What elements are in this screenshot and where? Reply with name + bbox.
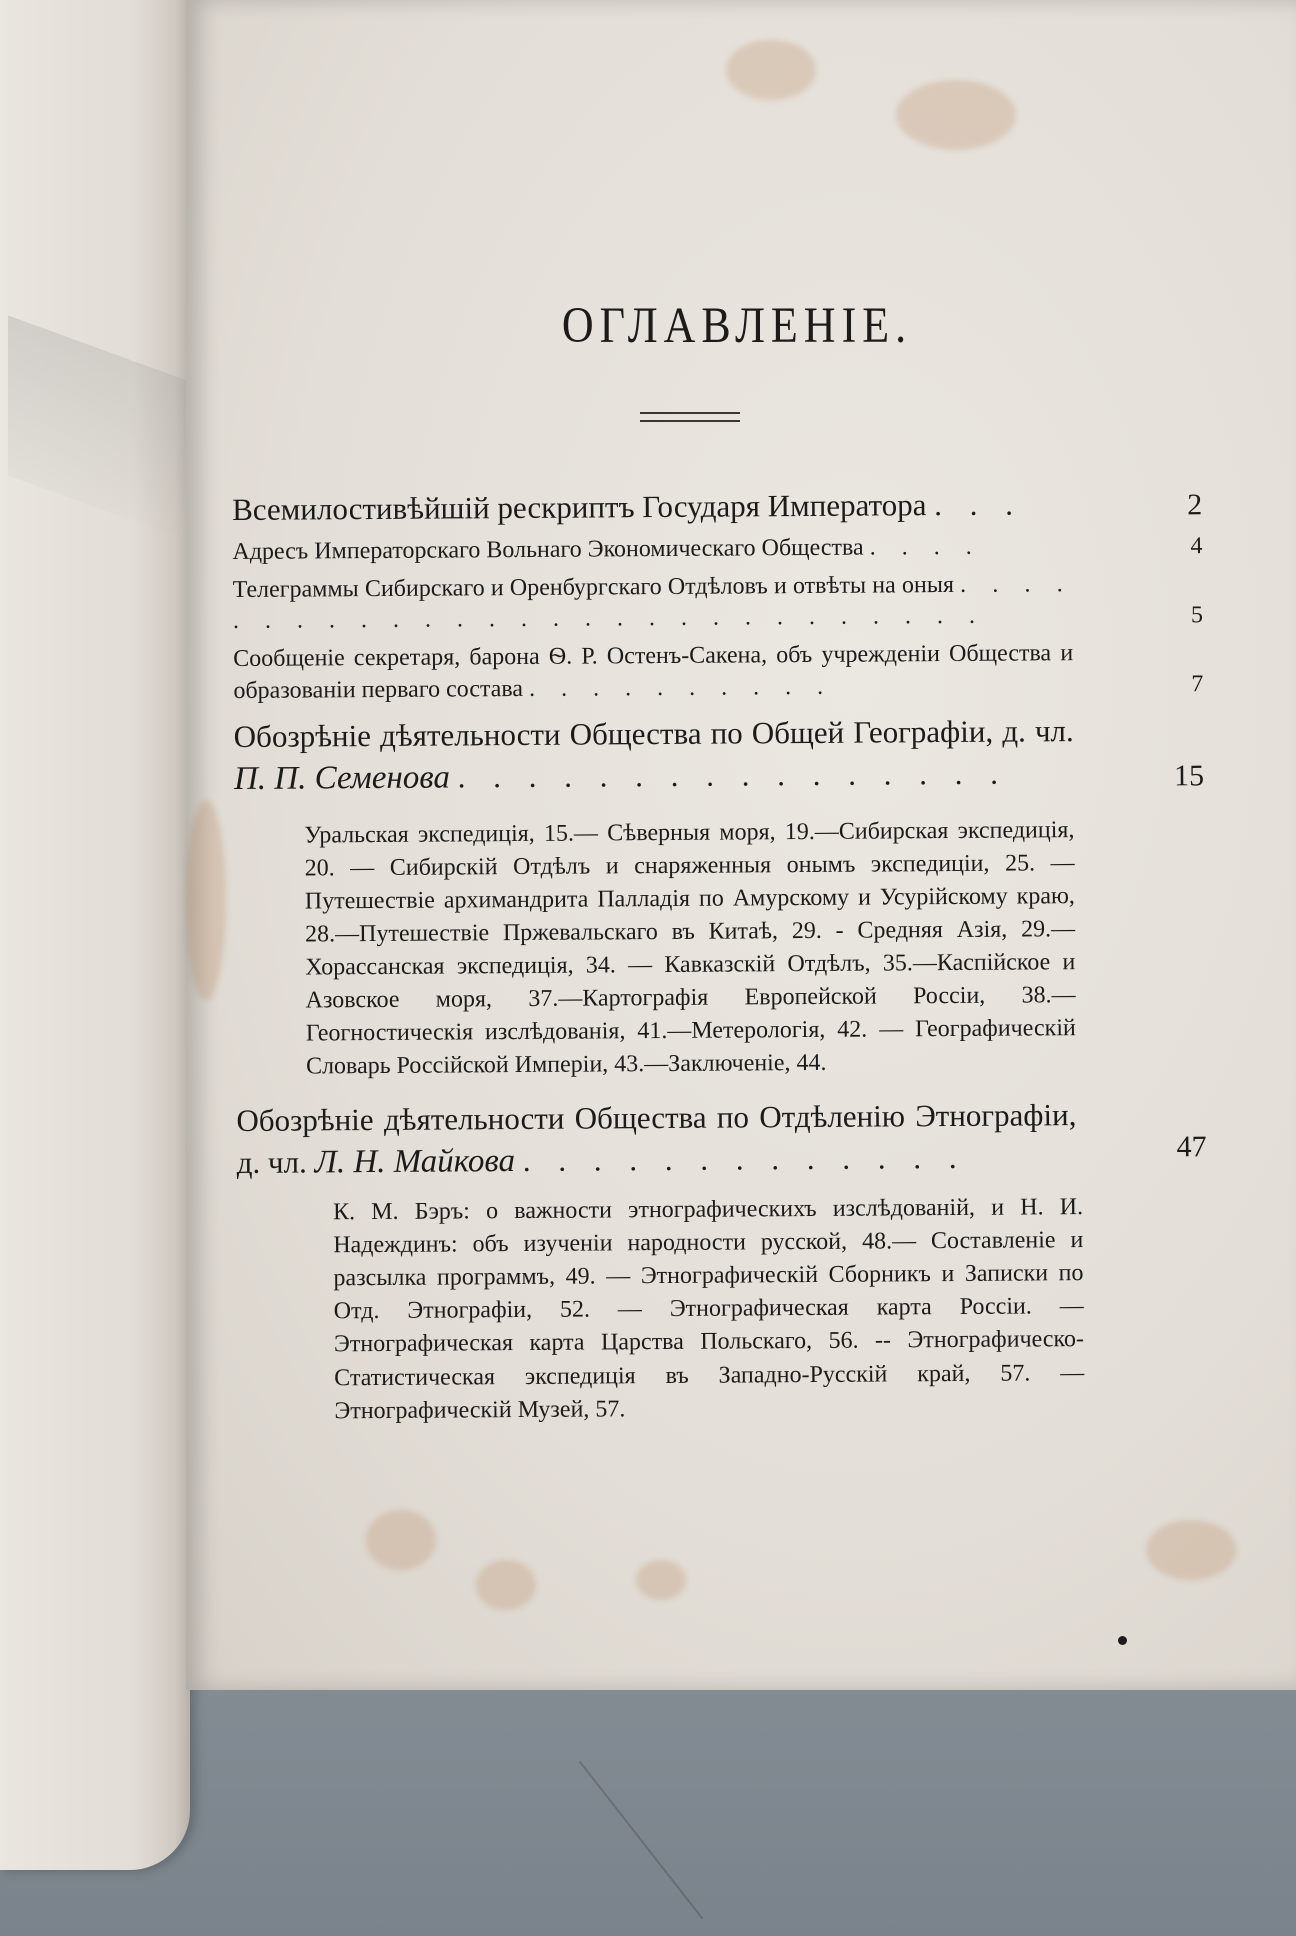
paper-stain bbox=[726, 40, 816, 100]
toc-page-number: 15 bbox=[1173, 758, 1205, 793]
title-rule bbox=[640, 412, 740, 422]
toc-entry-summary: Уральская экспедиція, 15.— Сѣверныя моря, 19.—Сибирская экспедиція, 20. — Сибирскій Отдѣлъ и снаряженныя онымъ экспедиціи, 25. — Путешествіе архимандрита Палладія по Амурскому и Усурійскому краю, 28.—Путешествіе Пржевальскаго въ Китаѣ, 29. - Средняя Азія, 29.—Хорассанская экспедиція, 34. — Кавказскій Отдѣлъ, 35.—Каспійское и Азовское моря, 37.—Картографія Европейской Россіи, 38.—Геогностическія изслѣдованія, 41.—Метерологія, 42. — Географическій Словарь Россійской Имперіи, 43.—Заключеніе, 44. bbox=[304, 816, 1076, 1080]
toc-entry bbox=[232, 530, 1232, 569]
previous-page-edge bbox=[0, 0, 190, 1870]
toc-page-number: 47 bbox=[1176, 1129, 1207, 1164]
toc-author: Л. Н. Майкова bbox=[314, 1142, 516, 1180]
toc-entry bbox=[233, 637, 1233, 707]
paper-stain bbox=[636, 1560, 686, 1600]
toc-entry-text: Адресъ Императорскаго Вольнаго Экономическаго Общества . . . . bbox=[232, 533, 982, 565]
toc-entry-text: Обозрѣніе дѣятельности Общества по Отдѣленію Этнографіи, д. чл. Л. Н. Майкова . . . . . . . . . . . . . bbox=[236, 1096, 1077, 1180]
paper-stain bbox=[1146, 1520, 1236, 1580]
leader-dots: . . . . . . . . . . . . . . . . . . . . . . . . . . . . bbox=[232, 570, 1073, 635]
toc-entry-text: Сообщеніе секретаря, барона Ѳ. Р. Остенъ-Сакена, объ учрежденіи Общества и образованіи перваго состава . . . . . . . . . . bbox=[233, 640, 1074, 704]
table-of-contents bbox=[232, 483, 1239, 1445]
toc-entry bbox=[234, 710, 1235, 801]
paper-stain bbox=[896, 80, 1016, 150]
toc-page-number: 5 bbox=[1190, 602, 1203, 629]
toc-entry-text: Всемилостивѣйшій рескриптъ Государя Императора . . . bbox=[232, 486, 1024, 527]
leader-dots: . . . . . . . . . . . . . . . . bbox=[457, 755, 1009, 795]
book-page bbox=[186, 0, 1296, 1690]
toc-page-number: 2 bbox=[1187, 488, 1203, 522]
toc-page-number: 7 bbox=[1191, 671, 1204, 698]
toc-entry-text: Обозрѣніе дѣятельности Общества по Общей Географіи, д. чл. П. П. Семенова . . . . . . . . . . . . . . . . bbox=[233, 713, 1074, 798]
leader-dots: . . . . bbox=[869, 533, 982, 561]
leader-dots: . . . bbox=[934, 486, 1024, 523]
ink-dot bbox=[1118, 1636, 1127, 1645]
toc-entry-summary: К. М. Бэръ: о важности этнографическихъ изслѣдованій, и Н. И. Надеждинъ: объ изученіи народности русской, 48.— Составленіе и разсылка программъ, 49. — Этнографическій Сборникъ и Записки по Отд. Этнографіи, 52. — Этнографическая карта Россіи. — Этнографическая карта Царства Польскаго, 56. -- Этнографическо-Статистическая экспедиція въ Западно-Русскій край, 57. — Этнографическій Музей, 57. bbox=[332, 1194, 1085, 1425]
toc-entry bbox=[233, 568, 1233, 638]
leader-dots: . . . . . . . . . . bbox=[528, 673, 834, 702]
leader-dots: . . . . . . . . . . . . . bbox=[522, 1139, 967, 1178]
paper-stain bbox=[186, 800, 226, 1000]
paper-stain bbox=[366, 1510, 436, 1570]
toc-entry bbox=[236, 1094, 1237, 1185]
toc-entry bbox=[232, 483, 1232, 531]
toc-author: П. П. Семенова bbox=[233, 759, 451, 798]
table-shadow bbox=[579, 1761, 704, 1920]
spine-shadow bbox=[8, 315, 198, 544]
toc-page-number: 4 bbox=[1190, 532, 1203, 559]
paper-stain bbox=[476, 1560, 536, 1610]
toc-entry-text: Телеграммы Сибирскаго и Оренбургскаго Отдѣловъ и отвѣты на оныя . . . . . . . . . . . . . . . . . . . . . . . . . . . . bbox=[232, 570, 1073, 635]
page-title: ОГЛАВЛЕНІЕ. bbox=[561, 297, 913, 354]
